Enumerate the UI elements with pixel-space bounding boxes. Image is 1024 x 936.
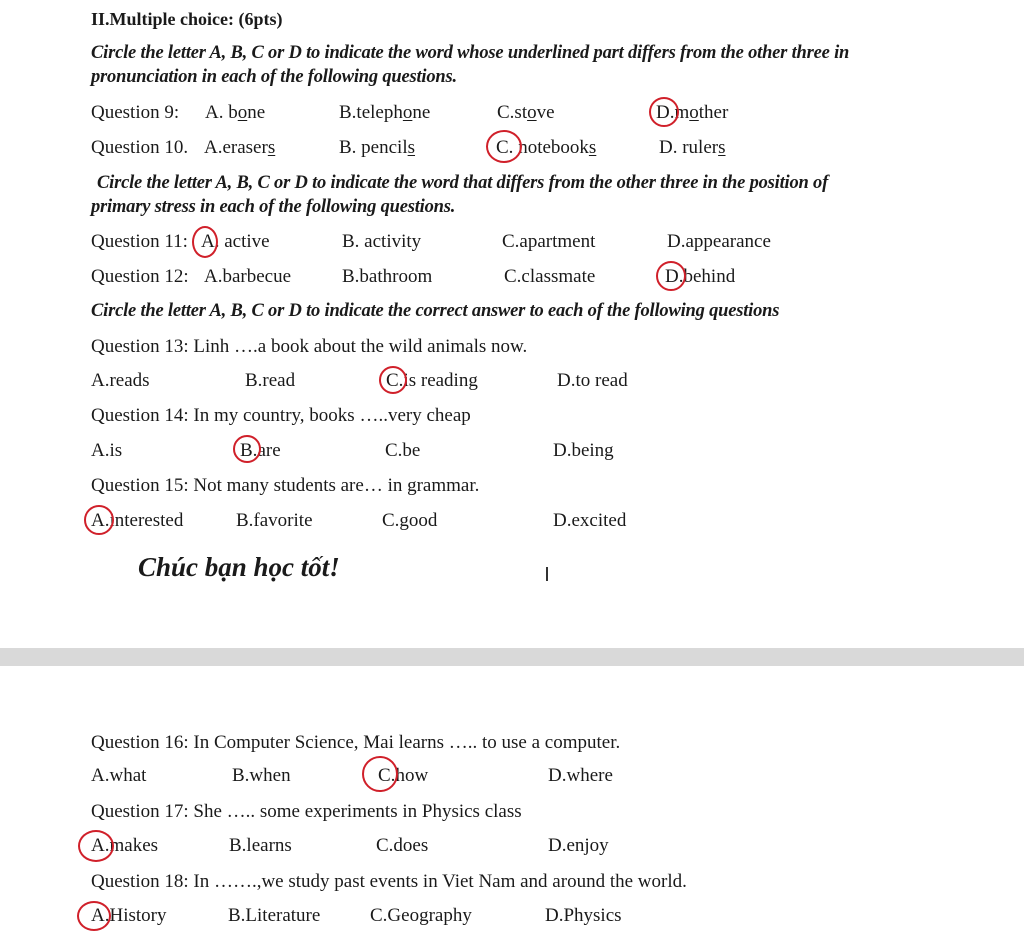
section-title: II.Multiple choice: (6pts) [91, 9, 283, 29]
question-11-option-a[interactable]: A. active [201, 231, 270, 252]
question-13-option-a[interactable]: A.reads [91, 370, 150, 391]
question-15-option-b[interactable]: B.favorite [236, 510, 313, 531]
page-separator [0, 648, 1024, 666]
question-9-option-c[interactable]: C.stove [497, 102, 555, 123]
question-15-stem: Question 15: Not many students are… in grammar. [91, 475, 480, 496]
question-9-option-d[interactable]: D.mother [656, 102, 729, 123]
question-12-option-b[interactable]: B.bathroom [342, 266, 433, 287]
question-17-stem: Question 17: She ….. some experiments in Physics class [91, 801, 522, 822]
question-10-option-b[interactable]: B. pencils [339, 137, 416, 158]
question-9-option-a[interactable]: A. bone [205, 102, 266, 123]
instruction-stress-line2: primary stress in each of the following questions. [91, 197, 456, 217]
instruction-correct-answer: Circle the letter A, B, C or D to indicate the correct answer to each of the following questions [91, 301, 780, 321]
question-12-option-c[interactable]: C.classmate [504, 266, 596, 287]
question-9-option-b[interactable]: B.telephone [339, 102, 431, 123]
question-11-option-b[interactable]: B. activity [342, 231, 422, 252]
question-18-option-d[interactable]: D.Physics [545, 905, 622, 926]
question-14-option-a[interactable]: A.is [91, 440, 123, 461]
question-11-label: Question 11: [91, 231, 188, 252]
question-17-option-a[interactable]: A.makes [91, 835, 159, 856]
text-cursor [546, 567, 548, 581]
closing-greeting: Chúc bạn học tốt! [138, 552, 340, 582]
question-14-option-d[interactable]: D.being [553, 440, 614, 461]
question-18-option-b[interactable]: B.Literature [228, 905, 321, 926]
question-17-option-c[interactable]: C.does [376, 835, 429, 856]
question-13-stem: Question 13: Linh ….a book about the wild animals now. [91, 336, 528, 357]
question-15-option-c[interactable]: C.good [382, 510, 438, 531]
question-14-option-c[interactable]: C.be [385, 440, 421, 461]
question-14-option-b[interactable]: B.are [240, 440, 281, 461]
question-18-option-c[interactable]: C.Geography [370, 905, 472, 926]
question-11-option-c[interactable]: C.apartment [502, 231, 596, 252]
question-16-stem: Question 16: In Computer Science, Mai learns ….. to use a computer. [91, 732, 621, 753]
question-17-option-b[interactable]: B.learns [229, 835, 292, 856]
question-18-option-a[interactable]: A.History [91, 905, 167, 926]
question-18-stem: Question 18: In …….,we study past events in Viet Nam and around the world. [91, 871, 687, 892]
question-12-option-a[interactable]: A.barbecue [204, 266, 292, 287]
question-12-option-d[interactable]: D.behind [665, 266, 736, 287]
question-16-option-d[interactable]: D.where [548, 765, 613, 786]
question-11-option-d[interactable]: D.appearance [667, 231, 771, 252]
question-13-option-d[interactable]: D.to read [557, 370, 628, 391]
question-10-option-c[interactable]: C. notebooks [496, 137, 597, 158]
question-13-option-c[interactable]: C.is reading [386, 370, 478, 391]
question-16-option-a[interactable]: A.what [91, 765, 147, 786]
question-14-stem: Question 14: In my country, books …..very cheap [91, 405, 471, 426]
question-17-option-d[interactable]: D.enjoy [548, 835, 609, 856]
question-15-option-a[interactable]: A.interested [91, 510, 184, 531]
question-15-option-d[interactable]: D.excited [553, 510, 627, 531]
document-page-2 [0, 666, 1024, 936]
question-12-label: Question 12: [91, 266, 189, 287]
question-10-option-a[interactable]: A.erasers [204, 137, 276, 158]
question-9-label: Question 9: [91, 102, 180, 123]
question-13-option-b[interactable]: B.read [245, 370, 296, 391]
question-10-option-d[interactable]: D. rulers [659, 137, 726, 158]
instruction-stress-line1: Circle the letter A, B, C or D to indicate the word that differs from the other three in the position of [97, 173, 829, 193]
instruction-pronunciation-line2: pronunciation in each of the following questions. [91, 67, 457, 87]
question-10-label: Question 10. [91, 137, 189, 158]
question-16-option-c[interactable]: C.how [378, 765, 429, 786]
instruction-pronunciation-line1: Circle the letter A, B, C or D to indicate the word whose underlined part differs from the other three in [91, 43, 850, 63]
question-16-option-b[interactable]: B.when [232, 765, 291, 786]
